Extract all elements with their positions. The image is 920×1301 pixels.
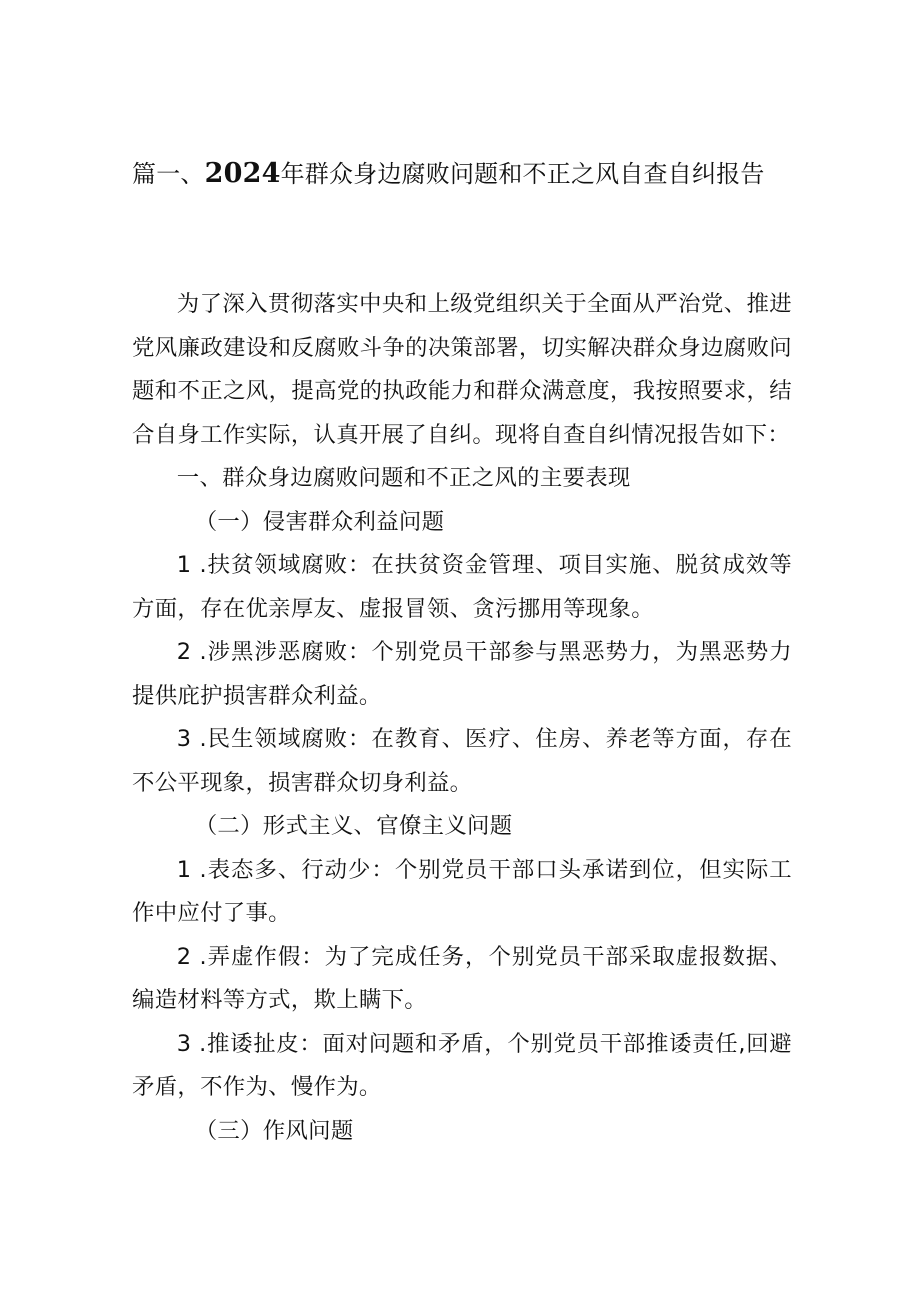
list-item: 3 .推诿扯皮：面对问题和矛盾，个别党员干部推诿责任,回避矛盾，不作为、慢作为。 (132, 1030, 792, 1100)
list-item: 3 .民生领域腐败：在教育、医疗、住房、养老等方面，存在不公平现象，损害群众切身利益。 (132, 726, 792, 796)
list-item: 1 .表态多、行动少：个别党员干部口头承诺到位，但实际工作中应付了事。 (132, 856, 792, 926)
list-item: 2 .涉黑涉恶腐败：个别党员干部参与黑恶势力，为黑恶势力提供庇护损害群众利益。 (132, 639, 792, 709)
document-body (132, 283, 792, 1153)
subsection-heading: （一）侵害群众利益问题 (194, 508, 445, 535)
title-year: 2024 (204, 158, 281, 189)
list-item: 1 .扶贫领域腐败：在扶贫资金管理、项目实施、脱贫成效等方面，存在优亲厚友、虚报冒领、贪污挪用等现象。 (132, 552, 792, 622)
section-heading: 一、群众身边腐败问题和不正之风的主要表现 (176, 465, 631, 491)
subsection-heading: （二）形式主义、官僚主义问题 (194, 813, 513, 839)
list-item: 2 .弄虚作假：为了完成任务，个别党员干部采取虚报数据、编造材料等方式，欺上瞒下。 (132, 943, 792, 1013)
page-title (132, 156, 765, 192)
title-prefix: 篇一、 (132, 160, 205, 188)
intro-paragraph: 为了深入贯彻落实中央和上级党组织关于全面从严治党、推进党风廉政建设和反腐败斗争的决策部署，切实解决群众身边腐败问题和不正之风，提高党的执政能力和群众满意度，我按照要求，结合自身工作实际，认真开展了自纠。现将自查自纠情况报告如下： (132, 291, 792, 448)
title-suffix: 年群众身边腐败问题和不正之风自查自纠报告 (280, 160, 765, 188)
subsection-heading: （三）作风问题 (194, 1117, 354, 1144)
